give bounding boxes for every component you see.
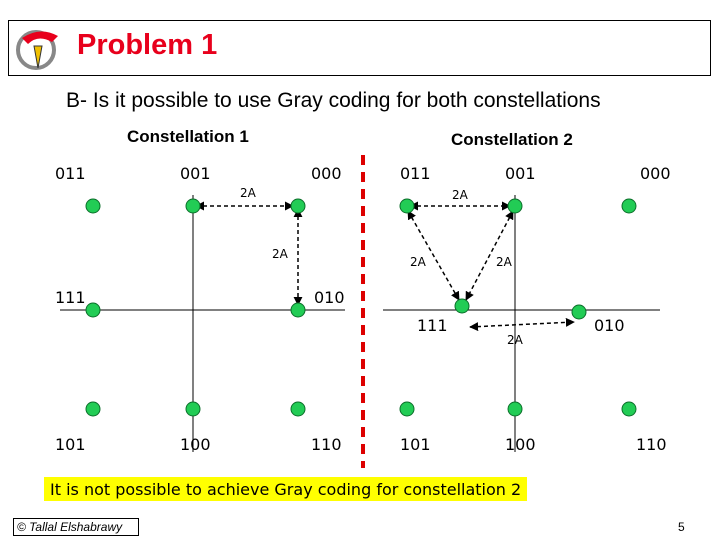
c1-horizontal-distance-label: 2A <box>240 186 256 200</box>
c2-label-110: 110 <box>636 435 667 454</box>
c1-label-001: 001 <box>180 164 211 183</box>
c1-label-000: 000 <box>311 164 342 183</box>
c1-point-001 <box>186 199 200 213</box>
c1-point-100 <box>186 402 200 416</box>
c1-label-011: 011 <box>55 164 86 183</box>
c1-label-101: 101 <box>55 435 86 454</box>
c2-point-001 <box>508 199 522 213</box>
c1-point-111 <box>86 303 100 317</box>
conclusion-note: It is not possible to achieve Gray coding for constellation 2 <box>44 477 527 501</box>
constellation-2-heading: Constellation 2 <box>451 130 573 149</box>
c2-label-011: 011 <box>400 164 431 183</box>
c1-vertical-distance-label: 2A <box>272 247 288 261</box>
c2-right-distance-label: 2A <box>496 255 512 269</box>
c2-left-distance-label: 2A <box>410 255 426 269</box>
copyright-footer: © Tallal Elshabrawy <box>13 518 139 536</box>
c1-point-101 <box>86 402 100 416</box>
c1-point-110 <box>291 402 305 416</box>
c2-label-010: 010 <box>594 316 625 335</box>
c2-point-111 <box>455 299 469 313</box>
c2-bottom-distance-arrow <box>470 322 574 327</box>
c1-point-000 <box>291 199 305 213</box>
c2-label-111: 111 <box>417 316 448 335</box>
c1-label-100: 100 <box>180 435 211 454</box>
c1-label-110: 110 <box>311 435 342 454</box>
c2-top-distance-label: 2A <box>452 188 468 202</box>
c1-label-010: 010 <box>314 288 345 307</box>
c2-label-100: 100 <box>505 435 536 454</box>
c2-point-010 <box>572 305 586 319</box>
c1-point-010 <box>291 303 305 317</box>
c1-label-111: 111 <box>55 288 86 307</box>
c2-point-101 <box>400 402 414 416</box>
constellation-1-heading: Constellation 1 <box>127 127 249 146</box>
c2-point-011 <box>400 199 414 213</box>
page-number: 5 <box>678 520 685 534</box>
c2-point-100 <box>508 402 522 416</box>
c2-label-101: 101 <box>400 435 431 454</box>
c2-label-001: 001 <box>505 164 536 183</box>
c2-label-000: 000 <box>640 164 671 183</box>
c2-bottom-distance-label: 2A <box>507 333 523 347</box>
c2-point-110 <box>622 402 636 416</box>
c1-point-011 <box>86 199 100 213</box>
c2-point-000 <box>622 199 636 213</box>
slide-title: Problem 1 <box>77 29 218 61</box>
slide-subtitle: B- Is it possible to use Gray coding for both constellations <box>66 89 601 112</box>
